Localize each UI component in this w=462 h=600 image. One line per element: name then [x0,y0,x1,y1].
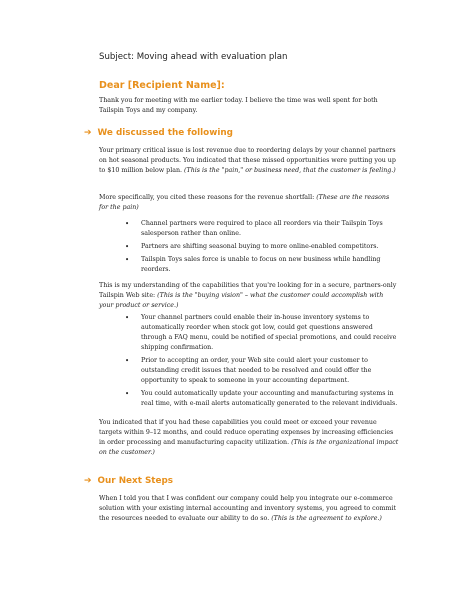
reasons-paragraph [99,193,399,213]
pain-text: Your primary critical issue is lost revenue due to reordering delays by your channel partners on hot seasonal products. You indicated that these missed opportunities were putting you up to $10 million below plan. [99,147,396,174]
bullet-dot-icon: • [125,357,130,365]
bullet-dot-icon: • [125,220,130,228]
bullet-dot-icon: • [125,390,130,398]
vision-text: This is my understanding of the capabilities that you're looking for in a secure, partners-only Tailspin Web site: [99,282,397,299]
impact-note: (This is the organizational impact on the customer.) [99,439,399,456]
bullet-dot-icon: • [125,314,130,322]
list-item: • Tailspin Toys sales force is unable to focus on new business while handling reorders. [125,256,381,273]
list-item: • You could automatically update your accounting and manufacturing systems in real time, with e-mail alerts automatically generated to the relevant individuals. [125,390,398,407]
salutation: Dear [Recipient Name]: [99,80,225,91]
vision-note: (This is the "buying vision" – what the customer could accomplish with your product or service.) [99,292,384,309]
list-item: • Channel partners were required to place all reorders via their Tailspin Toys salesperson rather than online. [125,220,383,237]
impact-text: You indicated that if you had these capabilities you could meet or exceed your revenue targets within 9–12 months, and could reduce operating expenses by increasing efficiencies in order processing and manufacturing capacity utilization. [99,419,394,446]
reasons-note: (These are the reasons for the pain) [99,194,390,211]
section-heading-next-steps [84,476,173,486]
list-item: • Your channel partners could enable their in-house inventory systems to automatically reorder when stock got low, could get questions answered through a FAQ menu, could be notified of special promotions, and could receive shipping confirmation. [125,314,397,351]
next-steps-paragraph [99,494,399,524]
reasons-list [99,219,399,278]
intro-paragraph: Thank you for meeting with me earlier today. I believe the time was well spent for both Tailspin Toys and my company. [99,97,378,114]
list-item: • Partners are shifting seasonal buying to more online-enabled competitors. [125,243,379,251]
arrow-right-icon: ➔ [84,128,92,138]
section-heading-text: We discussed the following [97,128,233,138]
pain-paragraph [99,146,399,176]
impact-paragraph [99,418,399,458]
reasons-text: More specifically, you cited these reasons for the revenue shortfall: [99,194,317,201]
vision-paragraph [99,281,399,311]
arrow-right-icon: ➔ [84,476,92,486]
subject-line: Subject: Moving ahead with evaluation plan [99,52,288,62]
section-heading-text: Our Next Steps [97,476,173,486]
section-heading-discussed [84,128,233,138]
pain-note: (This is the "pain," or business need, that the customer is feeling.) [184,167,396,174]
bullet-dot-icon: • [125,256,130,264]
next-steps-text: When I told you that I was confident our company could help you integrate our e-commerce solution with your existing internal accounting and inventory systems, you agreed to commit the resources needed to evaluate our ability to do so. [99,495,396,522]
next-steps-note: (This is the agreement to explore.) [271,515,382,522]
bullet-dot-icon: • [125,243,130,251]
list-item: • Prior to accepting an order, your Web site could alert your customer to outstanding credit issues that needed to be resolved and could offer the opportunity to speak to someone in your accounting department. [125,357,372,384]
capabilities-list [99,313,399,412]
